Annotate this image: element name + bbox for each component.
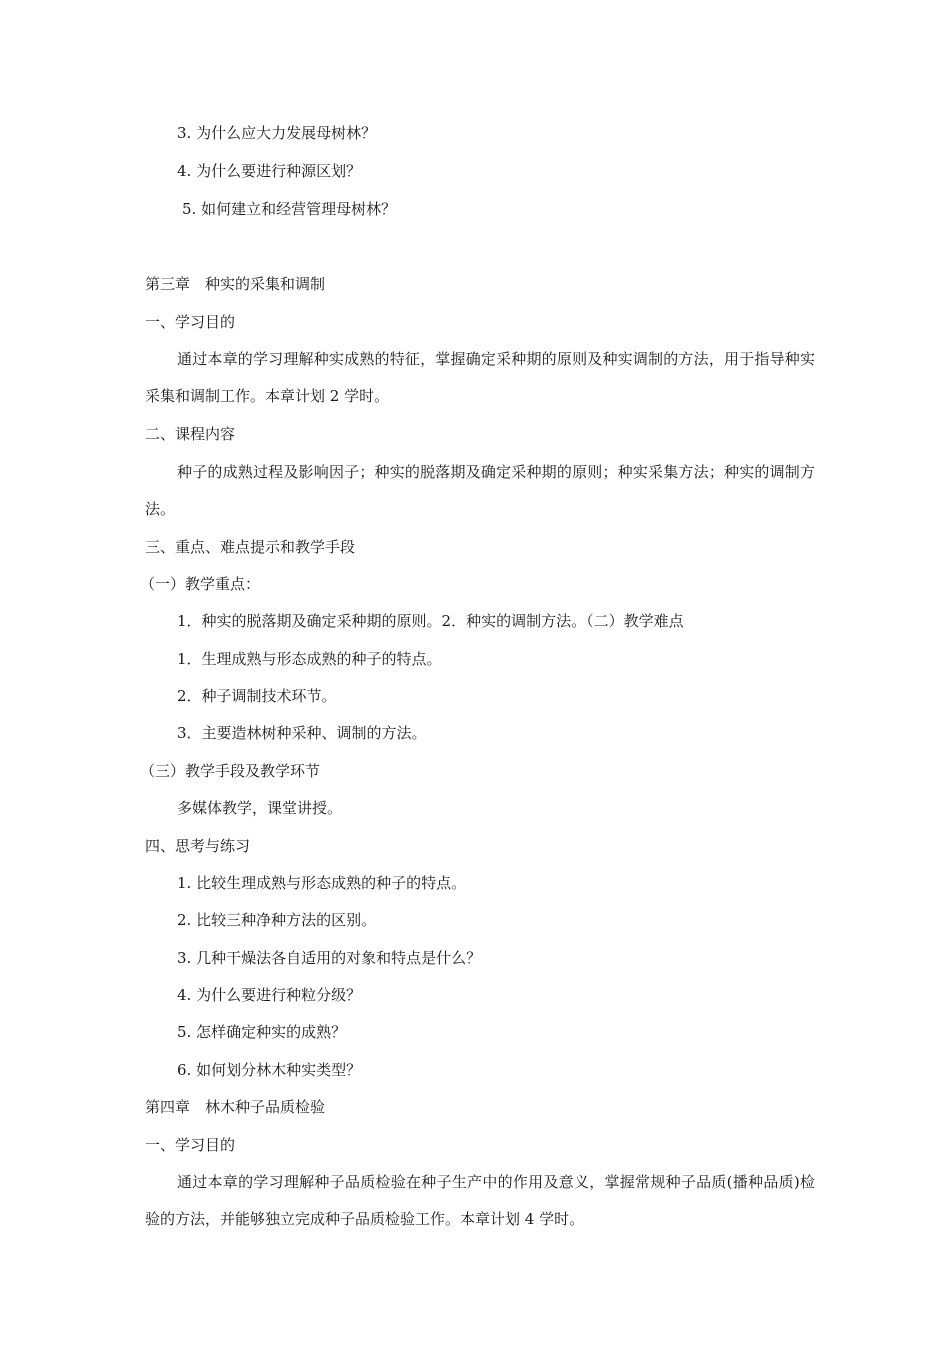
ch3-difficulty-2: 2．种子调制技术环节。 (177, 687, 337, 705)
question-5: 5. 如何建立和经营管理母树林？ (182, 200, 397, 218)
chapter-3-title: 第三章 种实的采集和调制 (145, 275, 326, 293)
ch3-section-content: 二、课程内容 (145, 425, 236, 443)
ch3-exercise-4: 4. 为什么要进行种粒分级？ (177, 986, 362, 1004)
ch3-focus-items: 1．种实的脱落期及确定采种期的原则。2．种实的调制方法。（二）教学难点 (177, 612, 684, 630)
ch3-section-exercises: 四、思考与练习 (145, 837, 251, 855)
ch3-difficulty-1: 1．生理成熟与形态成熟的种子的特点。 (177, 650, 442, 668)
question-4: 4. 为什么要进行种源区划？ (177, 162, 362, 180)
ch4-purpose-paragraph: 通过本章的学习理解种子品质检验在种子生产中的作用及意义，掌握常规种子品质(播种品质)检验的方法，并能够独立完成种子品质检验工作。本章计划 4 学时。 (145, 1173, 815, 1228)
ch3-content-paragraph: 种子的成熟过程及影响因子；种实的脱落期及确定采种期的原则；种实采集方法；种实的调制方法。 (145, 463, 815, 518)
ch3-exercise-3: 3. 几种干燥法各自适用的对象和特点是什么？ (177, 949, 482, 967)
ch3-purpose-paragraph: 通过本章的学习理解种实成熟的特征，掌握确定采种期的原则及种实调制的方法，用于指导种实采集和调制工作。本章计划 2 学时。 (145, 350, 815, 405)
ch3-exercise-1: 1. 比较生理成熟与形态成熟的种子的特点。 (177, 874, 467, 892)
ch3-exercise-5: 5. 怎样确定种实的成熟？ (177, 1023, 347, 1041)
ch3-difficulty-3: 3．主要造林树种采种、调制的方法。 (177, 724, 427, 742)
ch3-subsection-methods: （三）教学手段及教学环节 (140, 762, 321, 780)
ch3-section-purpose: 一、学习目的 (145, 313, 236, 331)
ch3-exercise-6: 6. 如何划分林木种实类型？ (177, 1061, 362, 1079)
ch3-section-keypoints: 三、重点、难点提示和教学手段 (145, 538, 356, 556)
chapter-4-title: 第四章 林木种子品质检验 (145, 1098, 326, 1116)
ch3-methods-text: 多媒体教学，课堂讲授。 (177, 799, 343, 817)
ch3-subsection-focus: （一）教学重点： (140, 575, 261, 593)
question-3: 3. 为什么应大力发展母树林？ (177, 124, 377, 142)
ch4-section-purpose: 一、学习目的 (145, 1136, 236, 1154)
ch3-exercise-2: 2. 比较三种净种方法的区别。 (177, 911, 377, 929)
